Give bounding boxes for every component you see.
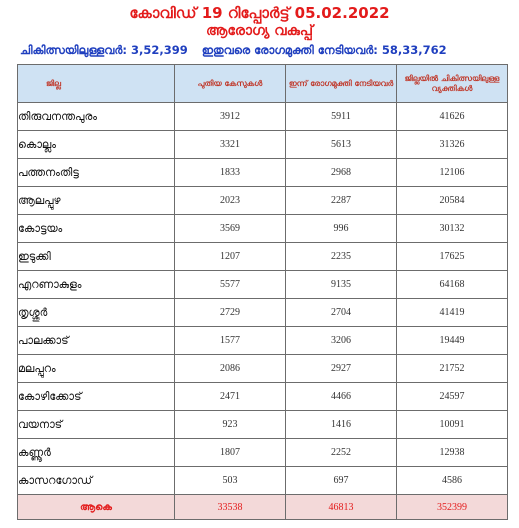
district-cell: പത്തനംതിട്ട [18,159,175,187]
recovered-cell: 1416 [286,411,397,439]
recovered-cell: 5613 [286,131,397,159]
header-district: ജില്ല [18,65,175,103]
under-treatment-cell: 17625 [397,243,508,271]
new-cases-cell: 2086 [175,355,286,383]
under-treatment-cell: 4586 [397,467,508,495]
table-row [18,383,508,411]
under-treatment-cell: 12938 [397,439,508,467]
new-cases-cell: 1207 [175,243,286,271]
district-cell: പാലക്കാട് [18,327,175,355]
recovered-cell: 2252 [286,439,397,467]
recovered-summary: ഇതുവരെ രോഗമുക്തി നേടിയവർ: 58,33,762 [201,43,447,57]
table-row [18,131,508,159]
recovered-cell: 2927 [286,355,397,383]
new-cases-cell: 2023 [175,187,286,215]
recovered-cell: 3206 [286,327,397,355]
table-row [18,271,508,299]
new-cases-cell: 1577 [175,327,286,355]
district-cell: കോട്ടയം [18,215,175,243]
table-body [18,103,508,520]
recovered-cell: 2704 [286,299,397,327]
new-cases-cell: 3321 [175,131,286,159]
district-cell: മലപ്പുറം [18,355,175,383]
district-report-table [17,64,508,520]
table-row [18,215,508,243]
summary-line [20,42,510,58]
new-cases-cell: 2471 [175,383,286,411]
header-new-cases: പുതിയ കേസുകൾ [175,65,286,103]
recovered-cell: 996 [286,215,397,243]
table-row [18,467,508,495]
under-treatment-summary: ചികിത്സയിലുള്ളവർ: 3,52,399 [20,43,188,57]
table-row [18,411,508,439]
district-cell: തിരുവനന്തപുരം [18,103,175,131]
district-cell: വയനാട് [18,411,175,439]
recovered-cell: 5911 [286,103,397,131]
total-under-treatment: 352399 [397,495,508,520]
under-treatment-cell: 20584 [397,187,508,215]
new-cases-cell: 2729 [175,299,286,327]
under-treatment-cell: 41419 [397,299,508,327]
new-cases-cell: 1833 [175,159,286,187]
new-cases-cell: 503 [175,467,286,495]
new-cases-cell: 3569 [175,215,286,243]
under-treatment-cell: 19449 [397,327,508,355]
under-treatment-cell: 21752 [397,355,508,383]
table-row [18,327,508,355]
new-cases-cell: 1807 [175,439,286,467]
table-row [18,299,508,327]
under-treatment-cell: 30132 [397,215,508,243]
recovered-cell: 2968 [286,159,397,187]
new-cases-cell: 923 [175,411,286,439]
department-subtitle: ആരോഗ്യ വകുപ്പ് [206,23,313,39]
new-cases-cell: 3912 [175,103,286,131]
under-treatment-cell: 64168 [397,271,508,299]
under-treatment-cell: 41626 [397,103,508,131]
total-label: ആകെ [18,495,175,520]
table-row [18,187,508,215]
total-row [18,495,508,520]
district-cell: കോഴിക്കോട് [18,383,175,411]
district-cell: കണ്ണൂർ [18,439,175,467]
table-row [18,355,508,383]
header-recovered-today: ഇന്ന് രോഗമുക്തി നേടിയവർ [286,65,397,103]
table-row [18,159,508,187]
recovered-cell: 2287 [286,187,397,215]
district-cell: ഇടുക്കി [18,243,175,271]
recovered-cell: 4466 [286,383,397,411]
under-treatment-cell: 10091 [397,411,508,439]
table-row [18,439,508,467]
table-row [18,243,508,271]
under-treatment-cell: 12106 [397,159,508,187]
district-cell: തൃശ്ശൂർ [18,299,175,327]
new-cases-cell: 5577 [175,271,286,299]
table-row [18,103,508,131]
under-treatment-cell: 24597 [397,383,508,411]
district-cell: കാസറഗോഡ് [18,467,175,495]
recovered-cell: 9135 [286,271,397,299]
header-under-treatment: ജില്ലയിൽ ചികിത്സയിലുള്ള വ്യക്തികൾ [397,65,508,103]
recovered-cell: 697 [286,467,397,495]
district-cell: കൊല്ലം [18,131,175,159]
report-title: കോവിഡ് 19 റിപ്പോർട്ട് 05.02.2022 [129,4,390,22]
recovered-cell: 2235 [286,243,397,271]
district-cell: എറണാകുളം [18,271,175,299]
total-recovered: 46813 [286,495,397,520]
table-header-row [18,65,508,103]
district-cell: ആലപ്പുഴ [18,187,175,215]
total-new-cases: 33538 [175,495,286,520]
under-treatment-cell: 31326 [397,131,508,159]
